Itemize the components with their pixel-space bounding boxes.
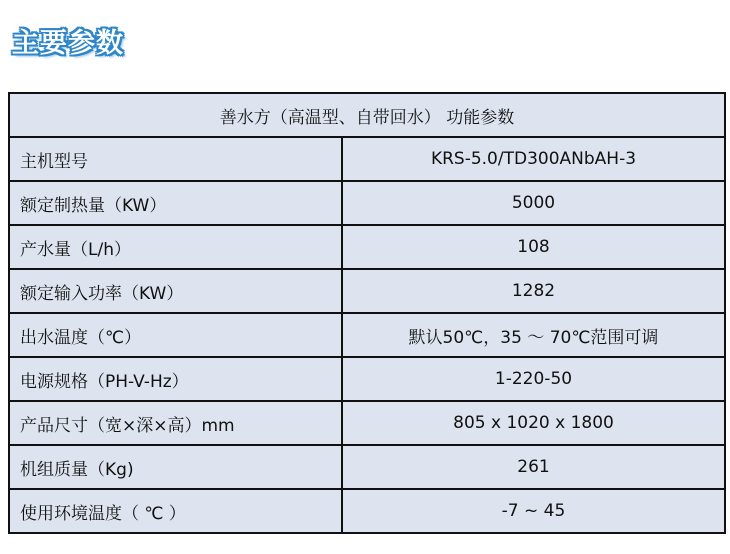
row-value-model: KRS-5.0/TD300ANbAH-3 <box>342 137 725 181</box>
row-value-heating-capacity: 5000 <box>342 181 725 225</box>
row-label-power-supply: 电源规格（PH-V-Hz） <box>9 357 342 401</box>
table-row <box>9 225 725 269</box>
table-row <box>9 313 725 357</box>
row-value-water-output: 108 <box>342 225 725 269</box>
table-row <box>9 489 725 533</box>
row-value-power-supply: 1-220-50 <box>342 357 725 401</box>
row-value-weight: 261 <box>342 445 725 489</box>
table-header-row <box>9 93 725 137</box>
parameters-table <box>8 92 726 534</box>
row-value-outlet-temperature: 默认50℃，35 ～ 70℃范围可调 <box>342 313 725 357</box>
row-value-dimensions: 805 x 1020 x 1800 <box>342 401 725 445</box>
section-title: 主要参数 <box>12 28 124 59</box>
table-row <box>9 401 725 445</box>
table-row <box>9 181 725 225</box>
row-label-weight: 机组质量（Kg) <box>9 445 342 489</box>
row-label-water-output: 产水量（L/h） <box>9 225 342 269</box>
table-header: 善水方（高温型、自带回水） 功能参数 <box>9 93 725 137</box>
row-label-model: 主机型号 <box>9 137 342 181</box>
row-value-ambient-temperature: -7 ~ 45 <box>342 489 725 533</box>
row-value-input-power: 1282 <box>342 269 725 313</box>
row-label-input-power: 额定输入功率（KW） <box>9 269 342 313</box>
row-label-dimensions: 产品尺寸（宽×深×高）mm <box>9 401 342 445</box>
table-row <box>9 357 725 401</box>
row-label-heating-capacity: 额定制热量（KW） <box>9 181 342 225</box>
table-row <box>9 445 725 489</box>
table-row <box>9 137 725 181</box>
row-label-outlet-temperature: 出水温度（℃） <box>9 313 342 357</box>
row-label-ambient-temperature: 使用环境温度（ ℃ ） <box>9 489 342 533</box>
table-row <box>9 269 725 313</box>
